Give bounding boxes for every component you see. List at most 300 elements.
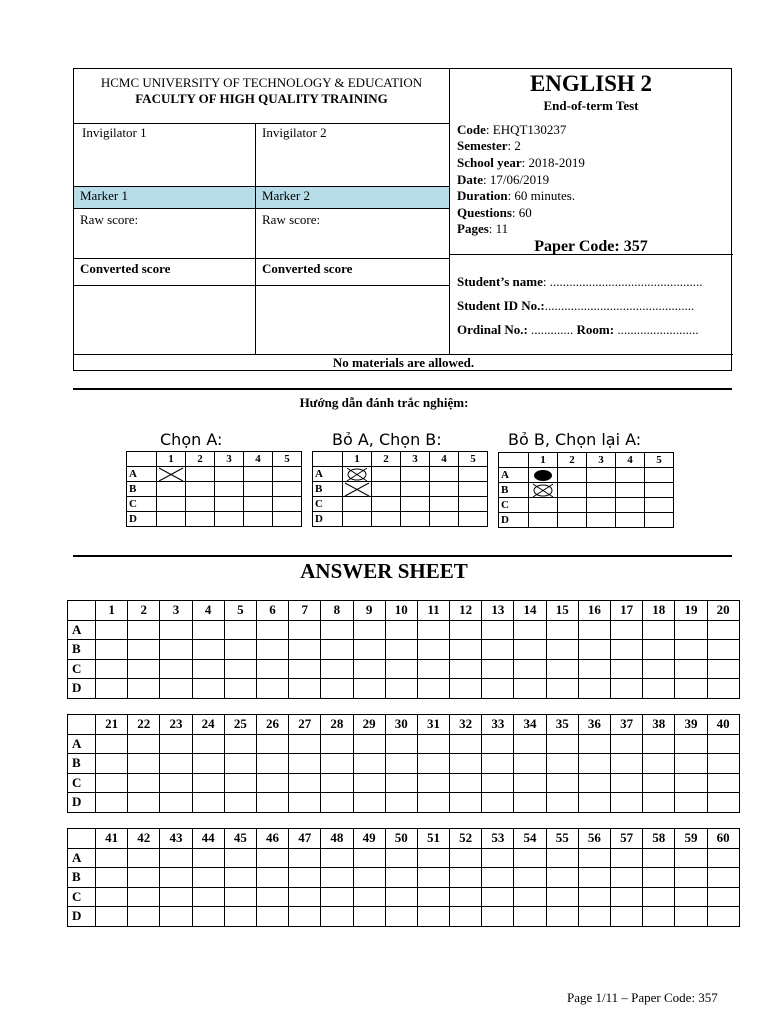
student-name-blank[interactable]: : ...............................................	[542, 274, 703, 289]
answer-bubble-q23-a[interactable]	[160, 734, 192, 754]
answer-bubble-q42-a[interactable]	[128, 848, 160, 868]
answer-bubble-q55-a[interactable]	[546, 848, 578, 868]
answer-bubble-q31-c[interactable]	[417, 773, 449, 793]
question-number: 2	[128, 601, 160, 621]
answer-bubble-q45-b[interactable]	[224, 868, 256, 888]
answer-bubble-q3-d[interactable]	[160, 679, 192, 699]
question-number: 46	[256, 829, 288, 849]
answer-bubble-q27-a[interactable]	[289, 734, 321, 754]
answer-bubble-q28-c[interactable]	[321, 773, 353, 793]
answer-bubble-q16-b[interactable]	[578, 640, 610, 660]
answer-bubble-q32-a[interactable]	[450, 734, 482, 754]
answer-bubble-q26-c[interactable]	[256, 773, 288, 793]
answer-bubble-q48-c[interactable]	[321, 887, 353, 907]
answer-bubble-q12-c[interactable]	[450, 659, 482, 679]
answer-bubble-q31-b[interactable]	[417, 754, 449, 774]
example-cell	[645, 483, 674, 498]
answer-bubble-q36-a[interactable]	[578, 734, 610, 754]
answer-bubble-q50-a[interactable]	[385, 848, 417, 868]
answer-bubble-q36-d[interactable]	[578, 793, 610, 813]
answer-bubble-q7-d[interactable]	[289, 679, 321, 699]
answer-bubble-q10-b[interactable]	[385, 640, 417, 660]
answer-bubble-q28-a[interactable]	[321, 734, 353, 754]
answer-bubble-q30-c[interactable]	[385, 773, 417, 793]
answer-bubble-q60-d[interactable]	[707, 907, 739, 927]
answer-bubble-q7-c[interactable]	[289, 659, 321, 679]
cancelled-mark-icon	[343, 467, 371, 482]
answer-bubble-q25-c[interactable]	[224, 773, 256, 793]
answer-bubble-q53-a[interactable]	[482, 848, 514, 868]
answer-bubble-q10-c[interactable]	[385, 659, 417, 679]
answer-bubble-q38-a[interactable]	[643, 734, 675, 754]
answer-bubble-q14-d[interactable]	[514, 679, 546, 699]
answer-bubble-q29-b[interactable]	[353, 754, 385, 774]
answer-bubble-q30-d[interactable]	[385, 793, 417, 813]
answer-bubble-q49-c[interactable]	[353, 887, 385, 907]
semester-line	[457, 138, 521, 154]
question-number: 11	[417, 601, 449, 621]
answer-bubble-q20-c[interactable]	[707, 659, 739, 679]
answer-bubble-q12-b[interactable]	[450, 640, 482, 660]
answer-bubble-q10-d[interactable]	[385, 679, 417, 699]
answer-bubble-q12-d[interactable]	[450, 679, 482, 699]
example-cell	[529, 483, 558, 498]
answer-bubble-q47-c[interactable]	[289, 887, 321, 907]
answer-bubble-q29-c[interactable]	[353, 773, 385, 793]
answer-bubble-q37-d[interactable]	[611, 793, 643, 813]
answer-bubble-q60-c[interactable]	[707, 887, 739, 907]
answer-bubble-q51-d[interactable]	[417, 907, 449, 927]
answer-bubble-q43-c[interactable]	[160, 887, 192, 907]
answer-bubble-q41-c[interactable]	[96, 887, 128, 907]
question-number: 47	[289, 829, 321, 849]
example-row-label: C	[499, 498, 529, 513]
answer-bubble-q59-a[interactable]	[675, 848, 707, 868]
answer-bubble-q33-d[interactable]	[482, 793, 514, 813]
answer-bubble-q57-c[interactable]	[611, 887, 643, 907]
answer-bubble-q15-c[interactable]	[546, 659, 578, 679]
answer-bubble-q24-b[interactable]	[192, 754, 224, 774]
answer-bubble-q6-a[interactable]	[256, 620, 288, 640]
example-cell	[401, 512, 430, 527]
example-cell	[459, 482, 488, 497]
answer-bubble-q17-c[interactable]	[611, 659, 643, 679]
answer-bubble-q34-b[interactable]	[514, 754, 546, 774]
cancelled-mark-icon	[529, 483, 557, 498]
answer-bubble-q53-c[interactable]	[482, 887, 514, 907]
answer-bubble-q4-b[interactable]	[192, 640, 224, 660]
answer-bubble-q22-b[interactable]	[128, 754, 160, 774]
answer-bubble-q15-b[interactable]	[546, 640, 578, 660]
answer-bubble-q49-d[interactable]	[353, 907, 385, 927]
answer-bubble-q21-b[interactable]	[96, 754, 128, 774]
duration-line	[457, 188, 575, 204]
answer-bubble-q22-d[interactable]	[128, 793, 160, 813]
answer-bubble-q57-a[interactable]	[611, 848, 643, 868]
answer-bubble-q3-a[interactable]	[160, 620, 192, 640]
answer-bubble-q31-d[interactable]	[417, 793, 449, 813]
answer-bubble-q18-c[interactable]	[643, 659, 675, 679]
answer-bubble-q13-d[interactable]	[482, 679, 514, 699]
answer-bubble-q52-c[interactable]	[450, 887, 482, 907]
question-number: 23	[160, 715, 192, 735]
answer-bubble-q33-c[interactable]	[482, 773, 514, 793]
student-id-blank[interactable]: ..............................................	[544, 298, 695, 313]
answer-bubble-q9-c[interactable]	[353, 659, 385, 679]
answer-bubble-q41-b[interactable]	[96, 868, 128, 888]
question-number: 41	[96, 829, 128, 849]
question-number: 36	[578, 715, 610, 735]
answer-bubble-q9-b[interactable]	[353, 640, 385, 660]
answer-bubble-q48-a[interactable]	[321, 848, 353, 868]
answer-bubble-q45-a[interactable]	[224, 848, 256, 868]
answer-bubble-q40-d[interactable]	[707, 793, 739, 813]
ordinal-blank[interactable]: .............	[527, 322, 577, 337]
answer-bubble-q16-d[interactable]	[578, 679, 610, 699]
example-cell	[273, 512, 302, 527]
answer-bubble-q42-b[interactable]	[128, 868, 160, 888]
answer-bubble-q33-b[interactable]	[482, 754, 514, 774]
answer-bubble-q54-d[interactable]	[514, 907, 546, 927]
raw-score-2-label: Raw score:	[262, 212, 321, 227]
answer-bubble-q4-c[interactable]	[192, 659, 224, 679]
answer-bubble-q28-b[interactable]	[321, 754, 353, 774]
answer-bubble-q52-a[interactable]	[450, 848, 482, 868]
answer-bubble-q19-c[interactable]	[675, 659, 707, 679]
answer-bubble-q21-a[interactable]	[96, 734, 128, 754]
answer-bubble-q26-a[interactable]	[256, 734, 288, 754]
answer-bubble-q35-c[interactable]	[546, 773, 578, 793]
answer-bubble-q5-a[interactable]	[224, 620, 256, 640]
answer-bubble-q9-d[interactable]	[353, 679, 385, 699]
answer-bubble-q44-b[interactable]	[192, 868, 224, 888]
answer-bubble-q34-a[interactable]	[514, 734, 546, 754]
answer-bubble-q23-b[interactable]	[160, 754, 192, 774]
answer-bubble-q16-c[interactable]	[578, 659, 610, 679]
answer-bubble-q39-b[interactable]	[675, 754, 707, 774]
answer-bubble-q14-c[interactable]	[514, 659, 546, 679]
answer-bubble-q2-b[interactable]	[128, 640, 160, 660]
answer-bubble-q46-c[interactable]	[256, 887, 288, 907]
answer-bubble-q26-b[interactable]	[256, 754, 288, 774]
answer-bubble-q42-d[interactable]	[128, 907, 160, 927]
answer-bubble-q1-b[interactable]	[96, 640, 128, 660]
answer-bubble-q6-d[interactable]	[256, 679, 288, 699]
answer-bubble-q8-d[interactable]	[321, 679, 353, 699]
answer-bubble-q20-b[interactable]	[707, 640, 739, 660]
answer-bubble-q42-c[interactable]	[128, 887, 160, 907]
example-cell	[401, 482, 430, 497]
example-cell	[343, 467, 372, 482]
answer-bubble-q52-b[interactable]	[450, 868, 482, 888]
example-cell	[215, 482, 244, 497]
answer-bubble-q46-b[interactable]	[256, 868, 288, 888]
answer-bubble-q34-c[interactable]	[514, 773, 546, 793]
question-number: 32	[450, 715, 482, 735]
answer-bubble-q9-a[interactable]	[353, 620, 385, 640]
answer-bubble-q26-d[interactable]	[256, 793, 288, 813]
answer-bubble-q11-d[interactable]	[417, 679, 449, 699]
answer-bubble-q37-a[interactable]	[611, 734, 643, 754]
answer-bubble-q13-a[interactable]	[482, 620, 514, 640]
answer-bubble-q41-a[interactable]	[96, 848, 128, 868]
answer-bubble-q56-d[interactable]	[578, 907, 610, 927]
answer-bubble-q16-a[interactable]	[578, 620, 610, 640]
example-cell	[186, 467, 215, 482]
answer-bubble-q51-c[interactable]	[417, 887, 449, 907]
question-number: 7	[289, 601, 321, 621]
answer-bubble-q29-a[interactable]	[353, 734, 385, 754]
student-name-field[interactable]	[457, 274, 733, 290]
answer-bubble-q4-d[interactable]	[192, 679, 224, 699]
pages-label: Pages	[457, 221, 489, 236]
answer-bubble-q6-b[interactable]	[256, 640, 288, 660]
answer-bubble-q55-b[interactable]	[546, 868, 578, 888]
answer-bubble-q45-d[interactable]	[224, 907, 256, 927]
answer-bubble-q47-d[interactable]	[289, 907, 321, 927]
answer-bubble-q56-b[interactable]	[578, 868, 610, 888]
answer-bubble-q46-a[interactable]	[256, 848, 288, 868]
answer-bubble-q47-a[interactable]	[289, 848, 321, 868]
answer-bubble-q17-b[interactable]	[611, 640, 643, 660]
example-col-header: 3	[215, 452, 244, 467]
answer-bubble-q50-d[interactable]	[385, 907, 417, 927]
answer-bubble-q29-d[interactable]	[353, 793, 385, 813]
answer-bubble-q35-b[interactable]	[546, 754, 578, 774]
answer-bubble-q54-b[interactable]	[514, 868, 546, 888]
answer-bubble-q5-c[interactable]	[224, 659, 256, 679]
answer-bubble-q57-b[interactable]	[611, 868, 643, 888]
option-label: C	[68, 887, 96, 907]
answer-bubble-q13-c[interactable]	[482, 659, 514, 679]
answer-bubble-q2-a[interactable]	[128, 620, 160, 640]
answer-bubble-q7-b[interactable]	[289, 640, 321, 660]
answer-bubble-q59-b[interactable]	[675, 868, 707, 888]
example-cell	[459, 467, 488, 482]
answer-bubble-q37-b[interactable]	[611, 754, 643, 774]
answer-bubble-q35-d[interactable]	[546, 793, 578, 813]
example-1-caption: Chọn A:	[160, 430, 223, 449]
answer-bubble-q36-b[interactable]	[578, 754, 610, 774]
answer-bubble-q15-d[interactable]	[546, 679, 578, 699]
answer-bubble-q30-b[interactable]	[385, 754, 417, 774]
answer-bubble-q14-b[interactable]	[514, 640, 546, 660]
answer-bubble-q22-c[interactable]	[128, 773, 160, 793]
test-type: End-of-term Test	[543, 98, 639, 113]
answer-bubble-q58-c[interactable]	[643, 887, 675, 907]
answer-bubble-q38-b[interactable]	[643, 754, 675, 774]
answer-bubble-q58-d[interactable]	[643, 907, 675, 927]
answer-bubble-q39-a[interactable]	[675, 734, 707, 754]
instructions-title: Hướng dẫn đánh trắc nghiệm:	[299, 395, 469, 410]
answer-bubble-q47-b[interactable]	[289, 868, 321, 888]
answer-bubble-q19-a[interactable]	[675, 620, 707, 640]
answer-bubble-q49-b[interactable]	[353, 868, 385, 888]
question-number: 50	[385, 829, 417, 849]
answer-bubble-q43-d[interactable]	[160, 907, 192, 927]
answer-bubble-q14-a[interactable]	[514, 620, 546, 640]
answer-bubble-q19-d[interactable]	[675, 679, 707, 699]
answer-bubble-q3-c[interactable]	[160, 659, 192, 679]
answer-bubble-q46-d[interactable]	[256, 907, 288, 927]
ordinal-room-field[interactable]	[457, 322, 733, 338]
ordinal-label: Ordinal No.:	[457, 322, 528, 337]
answer-bubble-q33-a[interactable]	[482, 734, 514, 754]
answer-bubble-q8-b[interactable]	[321, 640, 353, 660]
answer-bubble-q18-a[interactable]	[643, 620, 675, 640]
answer-bubble-q48-d[interactable]	[321, 907, 353, 927]
answer-bubble-q8-c[interactable]	[321, 659, 353, 679]
answer-bubble-q53-b[interactable]	[482, 868, 514, 888]
answer-bubble-q49-a[interactable]	[353, 848, 385, 868]
answer-bubble-q38-c[interactable]	[643, 773, 675, 793]
answer-bubble-q40-a[interactable]	[707, 734, 739, 754]
question-number: 48	[321, 829, 353, 849]
student-id-field[interactable]	[457, 298, 733, 314]
answer-bubble-q55-c[interactable]	[546, 887, 578, 907]
example-row-label: B	[127, 482, 157, 497]
answer-bubble-q51-b[interactable]	[417, 868, 449, 888]
answer-bubble-q34-d[interactable]	[514, 793, 546, 813]
answer-bubble-q31-a[interactable]	[417, 734, 449, 754]
answer-bubble-q12-a[interactable]	[450, 620, 482, 640]
example-cell	[401, 467, 430, 482]
marker-1-label: Marker 1	[80, 188, 129, 203]
school-year-value: : 2018-2019	[521, 155, 585, 170]
answer-bubble-q23-d[interactable]	[160, 793, 192, 813]
answer-bubble-q3-b[interactable]	[160, 640, 192, 660]
question-number: 55	[546, 829, 578, 849]
answer-bubble-q60-b[interactable]	[707, 868, 739, 888]
answer-bubble-q54-c[interactable]	[514, 887, 546, 907]
answer-bubble-q44-d[interactable]	[192, 907, 224, 927]
answer-bubble-q20-a[interactable]	[707, 620, 739, 640]
answer-bubble-q43-a[interactable]	[160, 848, 192, 868]
answer-bubble-q50-c[interactable]	[385, 887, 417, 907]
answer-bubble-q28-d[interactable]	[321, 793, 353, 813]
answer-bubble-q30-a[interactable]	[385, 734, 417, 754]
example-cell	[186, 482, 215, 497]
answer-bubble-q20-d[interactable]	[707, 679, 739, 699]
answer-bubble-q48-b[interactable]	[321, 868, 353, 888]
answer-bubble-q11-a[interactable]	[417, 620, 449, 640]
answer-bubble-q7-a[interactable]	[289, 620, 321, 640]
answer-bubble-q13-b[interactable]	[482, 640, 514, 660]
answer-bubble-q32-d[interactable]	[450, 793, 482, 813]
answer-bubble-q37-c[interactable]	[611, 773, 643, 793]
answer-bubble-q40-b[interactable]	[707, 754, 739, 774]
answer-bubble-q56-a[interactable]	[578, 848, 610, 868]
answer-bubble-q54-a[interactable]	[514, 848, 546, 868]
answer-bubble-q39-c[interactable]	[675, 773, 707, 793]
answer-bubble-q27-b[interactable]	[289, 754, 321, 774]
answer-bubble-q38-d[interactable]	[643, 793, 675, 813]
answer-bubble-q18-d[interactable]	[643, 679, 675, 699]
answer-bubble-q19-b[interactable]	[675, 640, 707, 660]
answer-bubble-q35-a[interactable]	[546, 734, 578, 754]
answer-bubble-q36-c[interactable]	[578, 773, 610, 793]
question-number: 33	[482, 715, 514, 735]
answer-bubble-q2-d[interactable]	[128, 679, 160, 699]
answer-bubble-q5-d[interactable]	[224, 679, 256, 699]
answer-bubble-q23-c[interactable]	[160, 773, 192, 793]
answer-bubble-q43-b[interactable]	[160, 868, 192, 888]
answer-bubble-q32-c[interactable]	[450, 773, 482, 793]
question-number: 30	[385, 715, 417, 735]
answer-bubble-q21-d[interactable]	[96, 793, 128, 813]
answer-bubble-q11-b[interactable]	[417, 640, 449, 660]
example-cell	[587, 498, 616, 513]
room-blank[interactable]: .........................	[614, 322, 699, 337]
answer-bubble-q15-a[interactable]	[546, 620, 578, 640]
answer-bubble-q18-b[interactable]	[643, 640, 675, 660]
answer-grid-21-40	[67, 714, 740, 813]
answer-bubble-q1-c[interactable]	[96, 659, 128, 679]
answer-bubble-q6-c[interactable]	[256, 659, 288, 679]
answer-bubble-q2-c[interactable]	[128, 659, 160, 679]
answer-bubble-q44-c[interactable]	[192, 887, 224, 907]
answer-bubble-q24-d[interactable]	[192, 793, 224, 813]
answer-bubble-q53-d[interactable]	[482, 907, 514, 927]
answer-bubble-q27-d[interactable]	[289, 793, 321, 813]
answer-bubble-q59-c[interactable]	[675, 887, 707, 907]
answer-bubble-q25-b[interactable]	[224, 754, 256, 774]
answer-bubble-q57-d[interactable]	[611, 907, 643, 927]
answer-bubble-q56-c[interactable]	[578, 887, 610, 907]
answer-bubble-q58-a[interactable]	[643, 848, 675, 868]
answer-bubble-q60-a[interactable]	[707, 848, 739, 868]
answer-bubble-q40-c[interactable]	[707, 773, 739, 793]
answer-bubble-q11-c[interactable]	[417, 659, 449, 679]
answer-bubble-q10-a[interactable]	[385, 620, 417, 640]
answer-bubble-q21-c[interactable]	[96, 773, 128, 793]
code-value: : EHQT130237	[485, 122, 567, 137]
example-row-label: B	[313, 482, 343, 497]
answer-bubble-q17-a[interactable]	[611, 620, 643, 640]
answer-bubble-q24-a[interactable]	[192, 734, 224, 754]
answer-bubble-q17-d[interactable]	[611, 679, 643, 699]
answer-bubble-q4-a[interactable]	[192, 620, 224, 640]
question-number: 25	[224, 715, 256, 735]
answer-bubble-q22-a[interactable]	[128, 734, 160, 754]
answer-bubble-q58-b[interactable]	[643, 868, 675, 888]
example-cell	[558, 468, 587, 483]
answer-bubble-q50-b[interactable]	[385, 868, 417, 888]
answer-bubble-q8-a[interactable]	[321, 620, 353, 640]
example-cell	[558, 483, 587, 498]
answer-bubble-q41-d[interactable]	[96, 907, 128, 927]
answer-bubble-q24-c[interactable]	[192, 773, 224, 793]
answer-bubble-q51-a[interactable]	[417, 848, 449, 868]
example-cell	[430, 512, 459, 527]
answer-bubble-q25-d[interactable]	[224, 793, 256, 813]
answer-bubble-q55-d[interactable]	[546, 907, 578, 927]
answer-bubble-q52-d[interactable]	[450, 907, 482, 927]
answer-bubble-q45-c[interactable]	[224, 887, 256, 907]
answer-bubble-q32-b[interactable]	[450, 754, 482, 774]
answer-bubble-q59-d[interactable]	[675, 907, 707, 927]
answer-bubble-q5-b[interactable]	[224, 640, 256, 660]
answer-bubble-q27-c[interactable]	[289, 773, 321, 793]
answer-bubble-q39-d[interactable]	[675, 793, 707, 813]
option-label: B	[68, 640, 96, 660]
question-number: 8	[321, 601, 353, 621]
answer-bubble-q1-a[interactable]	[96, 620, 128, 640]
answer-bubble-q44-a[interactable]	[192, 848, 224, 868]
answer-bubble-q25-a[interactable]	[224, 734, 256, 754]
answer-bubble-q1-d[interactable]	[96, 679, 128, 699]
question-number: 38	[643, 715, 675, 735]
